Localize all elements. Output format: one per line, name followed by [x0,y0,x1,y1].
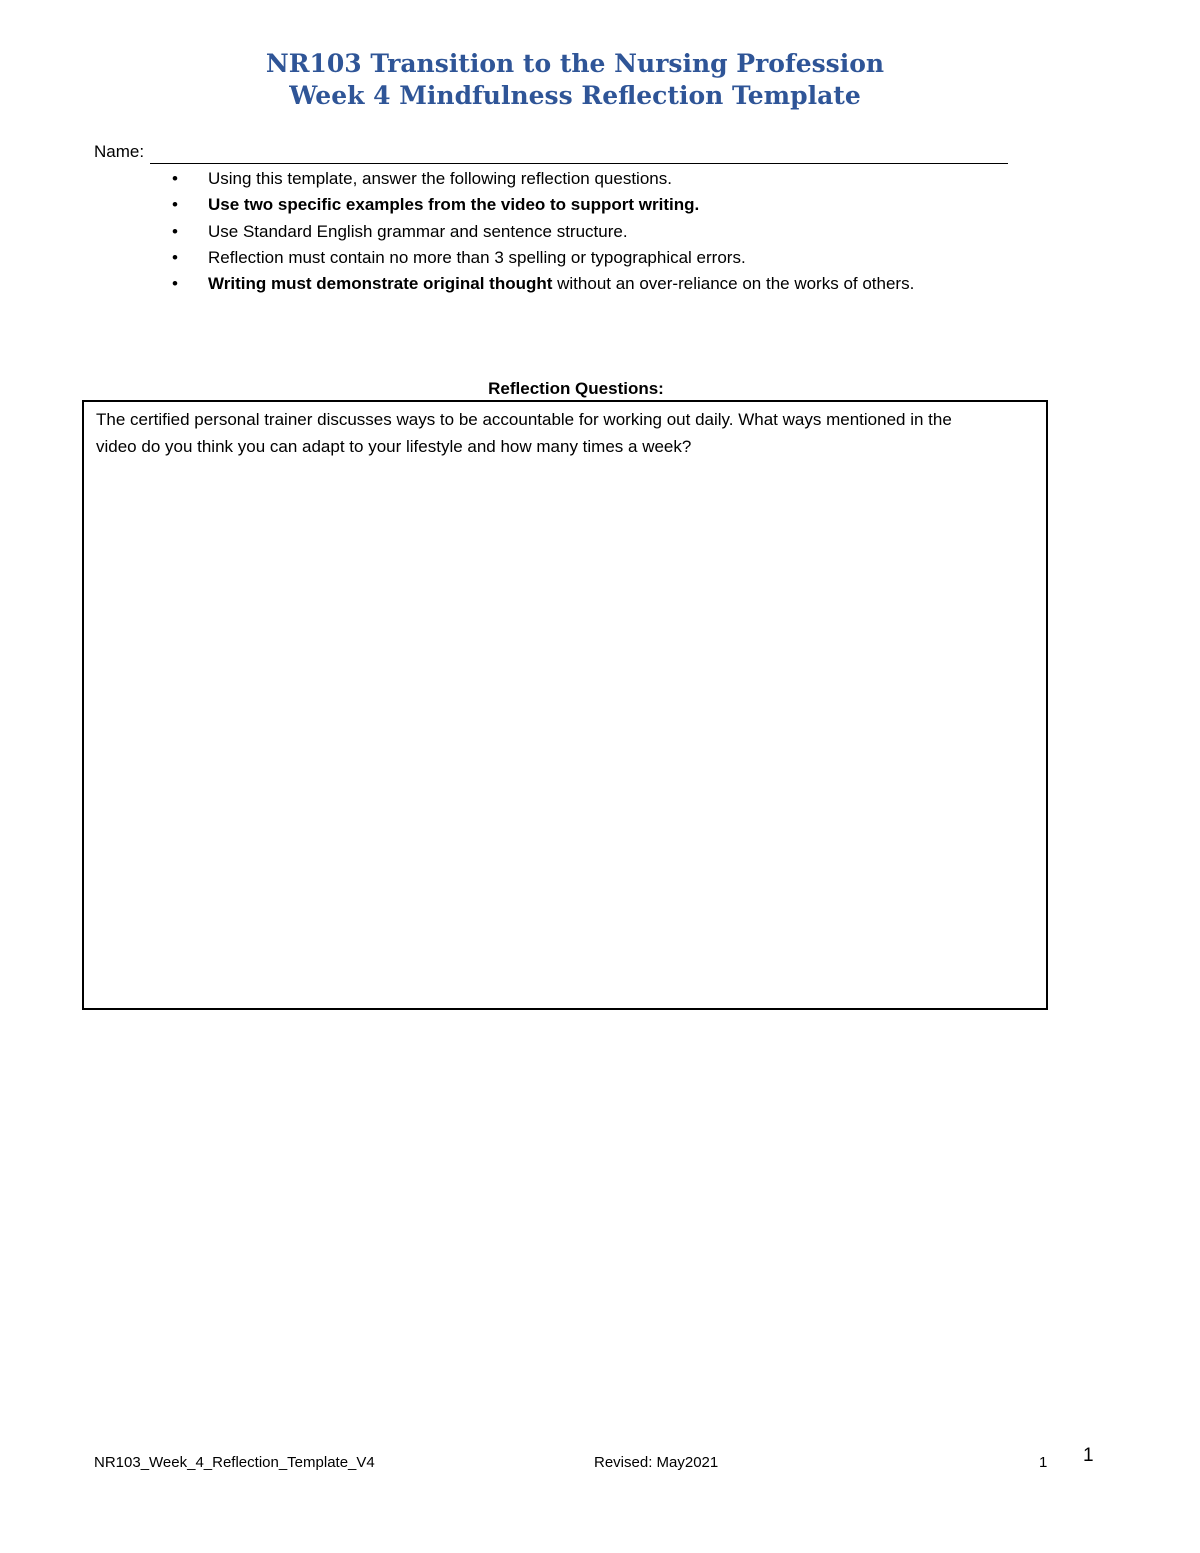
bullet-icon: • [172,221,178,241]
document-subtitle: Week 4 Mindfulness Reflection Template [289,81,861,110]
bullet-icon: • [172,195,178,215]
name-field[interactable] [150,143,1008,164]
footer-page-number: 1 [1039,1454,1048,1471]
viewer-page-marker: 1 [1083,1445,1094,1466]
bullet-icon: • [172,169,178,188]
instruction-text: without an over-reliance on the works of others. [552,274,915,294]
instructions-list [170,166,914,297]
instruction-item [170,192,914,218]
instruction-text: Reflection must contain no more than 3 spelling or typographical errors. [208,247,746,267]
footer-revised: Revised: May2021 [594,1454,719,1471]
instruction-bold: Writing must demonstrate original thought [208,274,553,294]
name-label: Name: [94,142,145,161]
name-row [94,140,1008,164]
bullet-icon: • [172,274,178,294]
footer-filename: NR103_Week_4_Reflection_Template_V4 [94,1454,375,1471]
instruction-bold: Use two specific examples from the video to support writing. [208,195,700,215]
bullet-icon: • [172,247,178,267]
instruction-item [170,219,914,245]
reflection-heading: Reflection Questions: [488,379,664,398]
instruction-item [170,245,914,271]
instruction-text: Use Standard English grammar and sentence structure. [208,221,628,241]
document-title: NR103 Transition to the Nursing Profession [265,49,885,78]
reflection-question: The certified personal trainer discusses ways to be accountable for working out daily. What ways mentioned in the video do you think you can adapt to your lifestyle and how many times a week? [96,410,952,456]
reflection-answer-box[interactable] [82,400,1048,1010]
instruction-item [170,166,914,192]
instruction-text: Using this template, answer the following reflection questions. [208,169,672,188]
instruction-item [170,271,914,297]
